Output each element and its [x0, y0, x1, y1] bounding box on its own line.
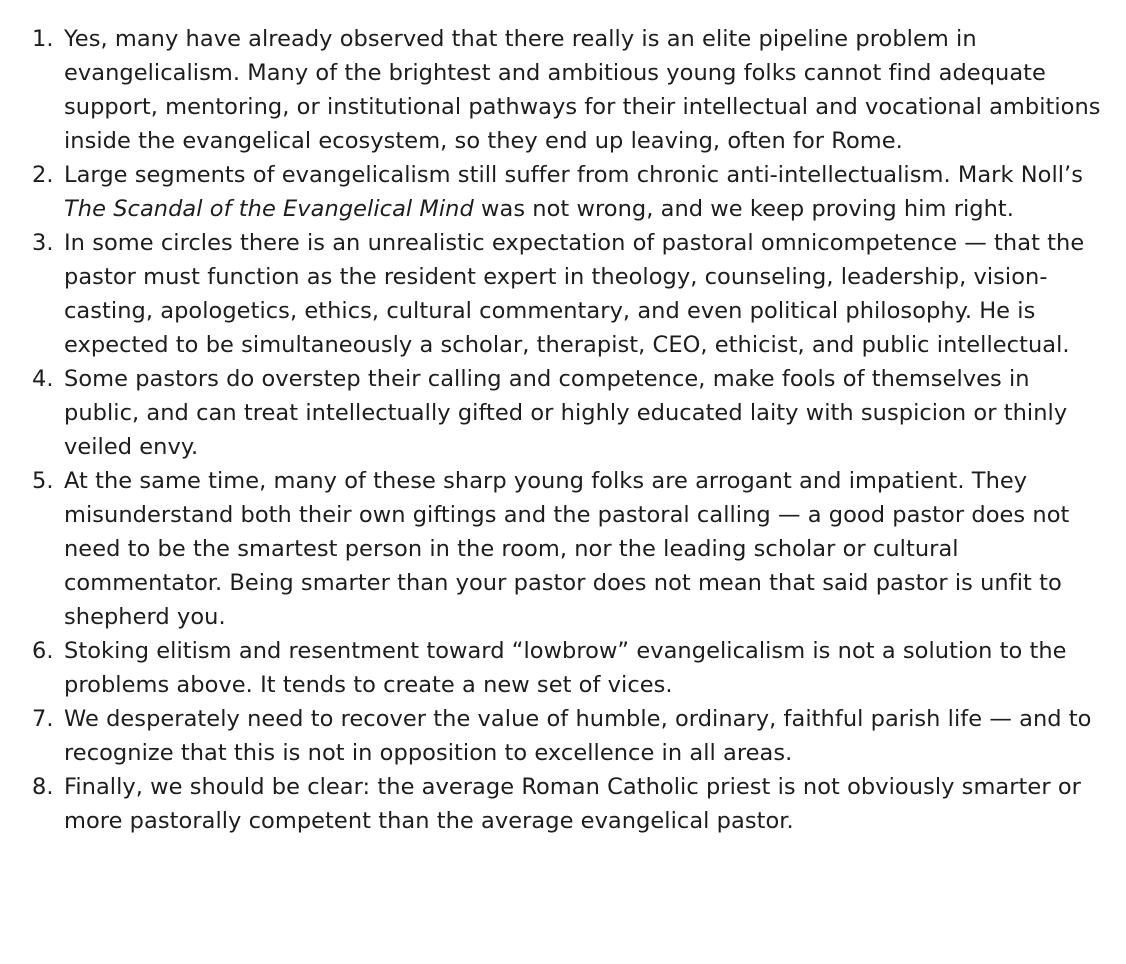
numbered-list: [20, 22, 1110, 838]
item-number: 7.: [32, 706, 54, 732]
item-text-before: Large segments of evangelicalism still suffer from chronic anti-intellectualism. Mark Noll’s: [64, 162, 1084, 188]
document-body: [20, 22, 1110, 838]
list-item: [20, 702, 1110, 770]
item-text: Stoking elitism and resentment toward “lowbrow” evangelicalism is not a solution to the problems above. It tends to create a new set of vices.: [64, 638, 1067, 698]
list-item: [20, 158, 1110, 226]
list-item: [20, 226, 1110, 362]
item-text: Finally, we should be clear: the average Roman Catholic priest is not obviously smarter or more pastorally competent than the average evangelical pastor.: [64, 774, 1081, 834]
item-number: 5.: [32, 468, 54, 494]
list-item: [20, 362, 1110, 464]
item-number: 8.: [32, 774, 54, 800]
item-number: 3.: [32, 230, 54, 256]
item-text: We desperately need to recover the value of humble, ordinary, faithful parish life — and to recognize that this is not in opposition to excellence in all areas.: [64, 706, 1092, 766]
item-text: In some circles there is an unrealistic expectation of pastoral omnicompetence — that the pastor must function as the resident expert in theology, counseling, leadership, vision-casting, apologetics, ethics, cultural commentary, and even political philosophy. He is expected to be simultaneously a scholar, therapist, CEO, ethicist, and public intellectual.: [64, 230, 1085, 358]
item-text: Some pastors do overstep their calling and competence, make fools of themselves in public, and can treat intellectually gifted or highly educated laity with suspicion or thinly veiled envy.: [64, 366, 1068, 460]
item-number: 4.: [32, 366, 54, 392]
list-item: [20, 464, 1110, 634]
item-text: [64, 162, 1083, 222]
item-text-after: was not wrong, and we keep proving him right.: [473, 196, 1015, 222]
item-number: 2.: [32, 162, 54, 188]
item-number: 6.: [32, 638, 54, 664]
item-number: 1.: [32, 26, 54, 52]
list-item: [20, 634, 1110, 702]
item-text: Yes, many have already observed that there really is an elite pipeline problem in evangelicalism. Many of the brightest and ambitious young folks cannot find adequate support, mentoring, or institutional pathways for their intellectual and vocational ambitions inside the evangelical ecosystem, so they end up leaving, often for Rome.: [64, 26, 1101, 154]
item-text: At the same time, many of these sharp young folks are arrogant and impatient. They misunderstand both their own giftings and the pastoral calling — a good pastor does not need to be the smartest person in the room, nor the leading scholar or cultural commentator. Being smarter than your pastor does not mean that said pastor is unfit to shepherd you.: [64, 468, 1070, 630]
book-title: The Scandal of the Evangelical Mind: [64, 196, 474, 222]
list-item: [20, 22, 1110, 158]
list-item: [20, 770, 1110, 838]
